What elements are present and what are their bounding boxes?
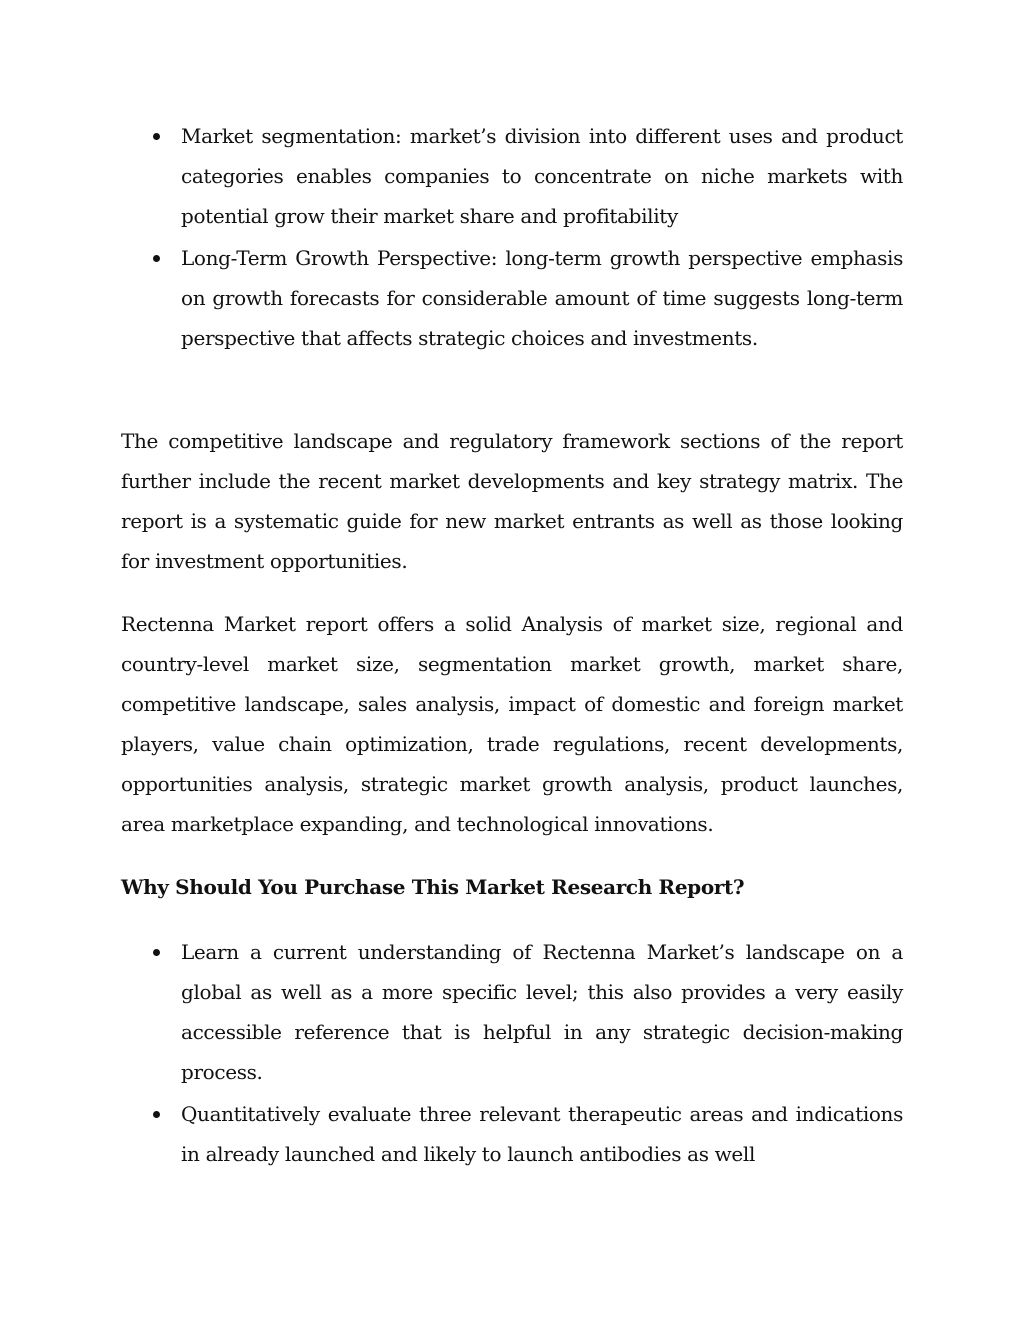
paragraph-competitive-landscape: The competitive landscape and regulatory framework sections of the report further include the recent market developments and key strategy matrix. The report is a systematic guide for new market entrants as well as those looking for investment opportunities. [121, 429, 903, 573]
list-item [121, 116, 903, 236]
list-item [121, 238, 903, 358]
section-heading: Why Should You Purchase This Market Research Report? [121, 875, 745, 899]
bullet-list-bottom [121, 932, 903, 1174]
paragraph-rectenna-market-report: Rectenna Market report offers a solid Analysis of market size, regional and country-level market size, segmentation market growth, market share, competitive landscape, sales analysis, impact of domestic and foreign market players, value chain optimization, trade regulations, recent developments, opportunities analysis, strategic market growth analysis, product launches, area marketplace expanding, and technological innovations. [121, 612, 903, 836]
bullet-icon [153, 255, 160, 262]
list-item-text: Learn a current understanding of Rectenna Market’s landscape on a global as well as a more specific level; this also provides a very easily accessible reference that is helpful in any strategic decision-making process. [181, 940, 903, 1084]
bullet-icon [153, 949, 160, 956]
bullet-list-top [121, 116, 903, 358]
list-item [121, 1094, 903, 1174]
list-item-text: Market segmentation: market’s division into different uses and product categories enables companies to concentrate on niche markets with potential grow their market share and profitability [181, 124, 903, 228]
list-item-text: Quantitatively evaluate three relevant therapeutic areas and indications in already launched and likely to launch antibodies as well [181, 1102, 903, 1166]
list-item [121, 932, 903, 1092]
bullet-icon [153, 1111, 160, 1118]
list-item-text: Long-Term Growth Perspective: long-term growth perspective emphasis on growth forecasts for considerable amount of time suggests long-term perspective that affects strategic choices and investments. [181, 246, 903, 350]
bullet-icon [153, 133, 160, 140]
